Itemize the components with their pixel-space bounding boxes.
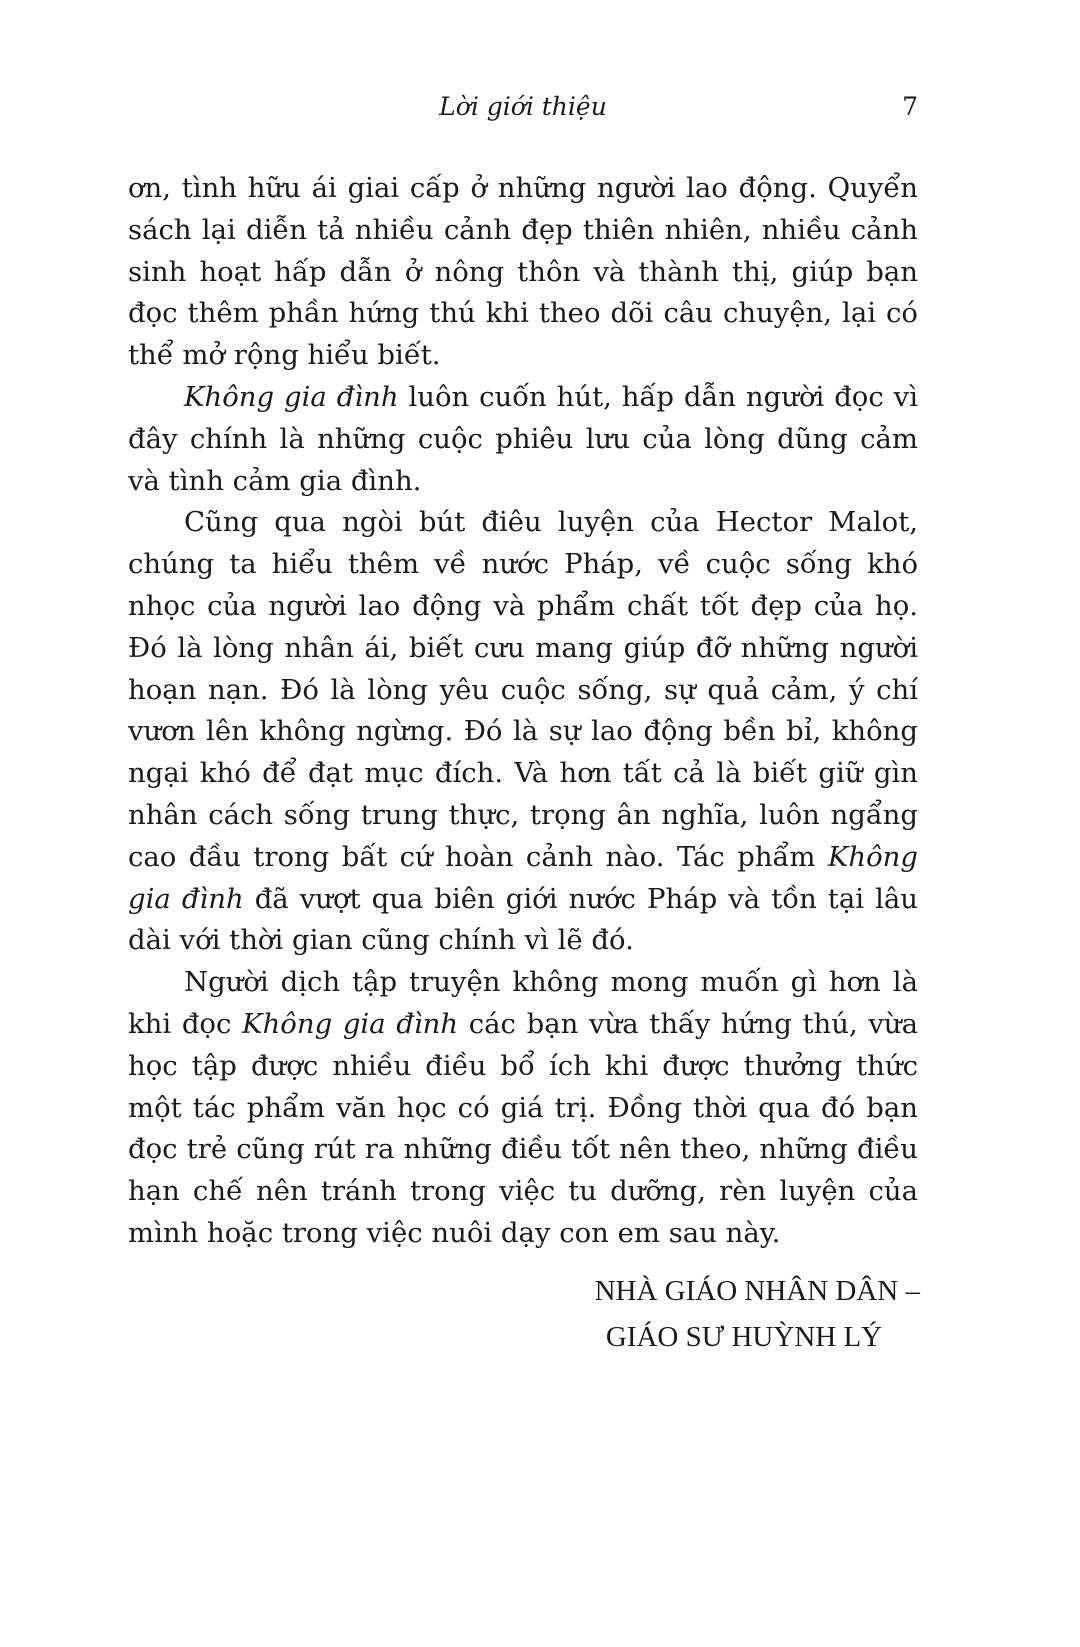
book-title-italic: Không gia đình <box>184 380 399 413</box>
page-number: 7 <box>902 92 918 121</box>
paragraph-4 <box>128 962 918 1255</box>
book-title-italic: Không gia đình <box>242 1007 459 1040</box>
paragraph-1 <box>128 168 918 377</box>
paragraph-4-text-b: các bạn vừa thấy hứng thú, vừa học tập được nhiều điều bổ ích khi được thưởng thức một tác phẩm văn học có giá trị. Đồng thời qua đó bạn đọc trẻ cũng rút ra những điều tốt nên theo, những điều hạn chế nên tránh trong việc tu dưỡng, rèn luyện của mình hoặc trong việc nuôi dạy con em sau này. <box>128 1007 918 1249</box>
author-signature <box>560 1268 920 1360</box>
paragraph-2-text: luôn cuốn hút, hấp dẫn người đọc vì đây chính là những cuộc phiêu lưu của lòng dũng cảm và tình cảm gia đình. <box>128 380 918 497</box>
running-header <box>128 92 918 132</box>
paragraph-3-text-a: Cũng qua ngòi bút điêu luyện của Hector Malot, chúng ta hiểu thêm về nước Pháp, về cuộc sống khó nhọc của người lao động và phẩm chất tốt đẹp của họ. Đó là lòng nhân ái, biết cưu mang giúp đỡ những người hoạn nạn. Đó là lòng yêu cuộc sống, sự quả cảm, ý chí vươn lên không ngừng. Đó là sự lao động bền bỉ, không ngại khó để đạt mục đích. Và hơn tất cả là biết giữ gìn nhân cách sống trung thực, trọng ân nghĩa, luôn ngẩng cao đầu trong bất cứ hoàn cảnh nào. Tác phẩm <box>128 506 918 873</box>
signature-title: NHÀ GIÁO NHÂN DÂN – <box>594 1275 920 1307</box>
paragraph-3 <box>128 502 918 962</box>
paragraph-1-text: ơn, tình hữu ái giai cấp ở những người lao động. Quyển sách lại diễn tả nhiều cảnh đẹp thiên nhiên, nhiều cảnh sinh hoạt hấp dẫn ở nông thôn và thành thị, giúp bạn đọc thêm phần hứng thú khi theo dõi câu chuyện, lại có thể mở rộng hiểu biết. <box>128 172 918 372</box>
book-title-italic: Không gia đình <box>128 840 918 915</box>
header-title: Lời giới thiệu <box>439 92 607 121</box>
body-text <box>128 168 918 1255</box>
signature-name: GIÁO SƯ HUỲNH LÝ <box>605 1321 883 1353</box>
paragraph-3-text-b: đã vượt qua biên giới nước Pháp và tồn tại lâu dài với thời gian cũng chính vì lẽ đó. <box>128 882 918 957</box>
paragraph-2 <box>128 377 918 502</box>
paragraph-4-text-a: Người dịch tập truyện không mong muốn gì hơn là khi đọc <box>128 966 918 1040</box>
